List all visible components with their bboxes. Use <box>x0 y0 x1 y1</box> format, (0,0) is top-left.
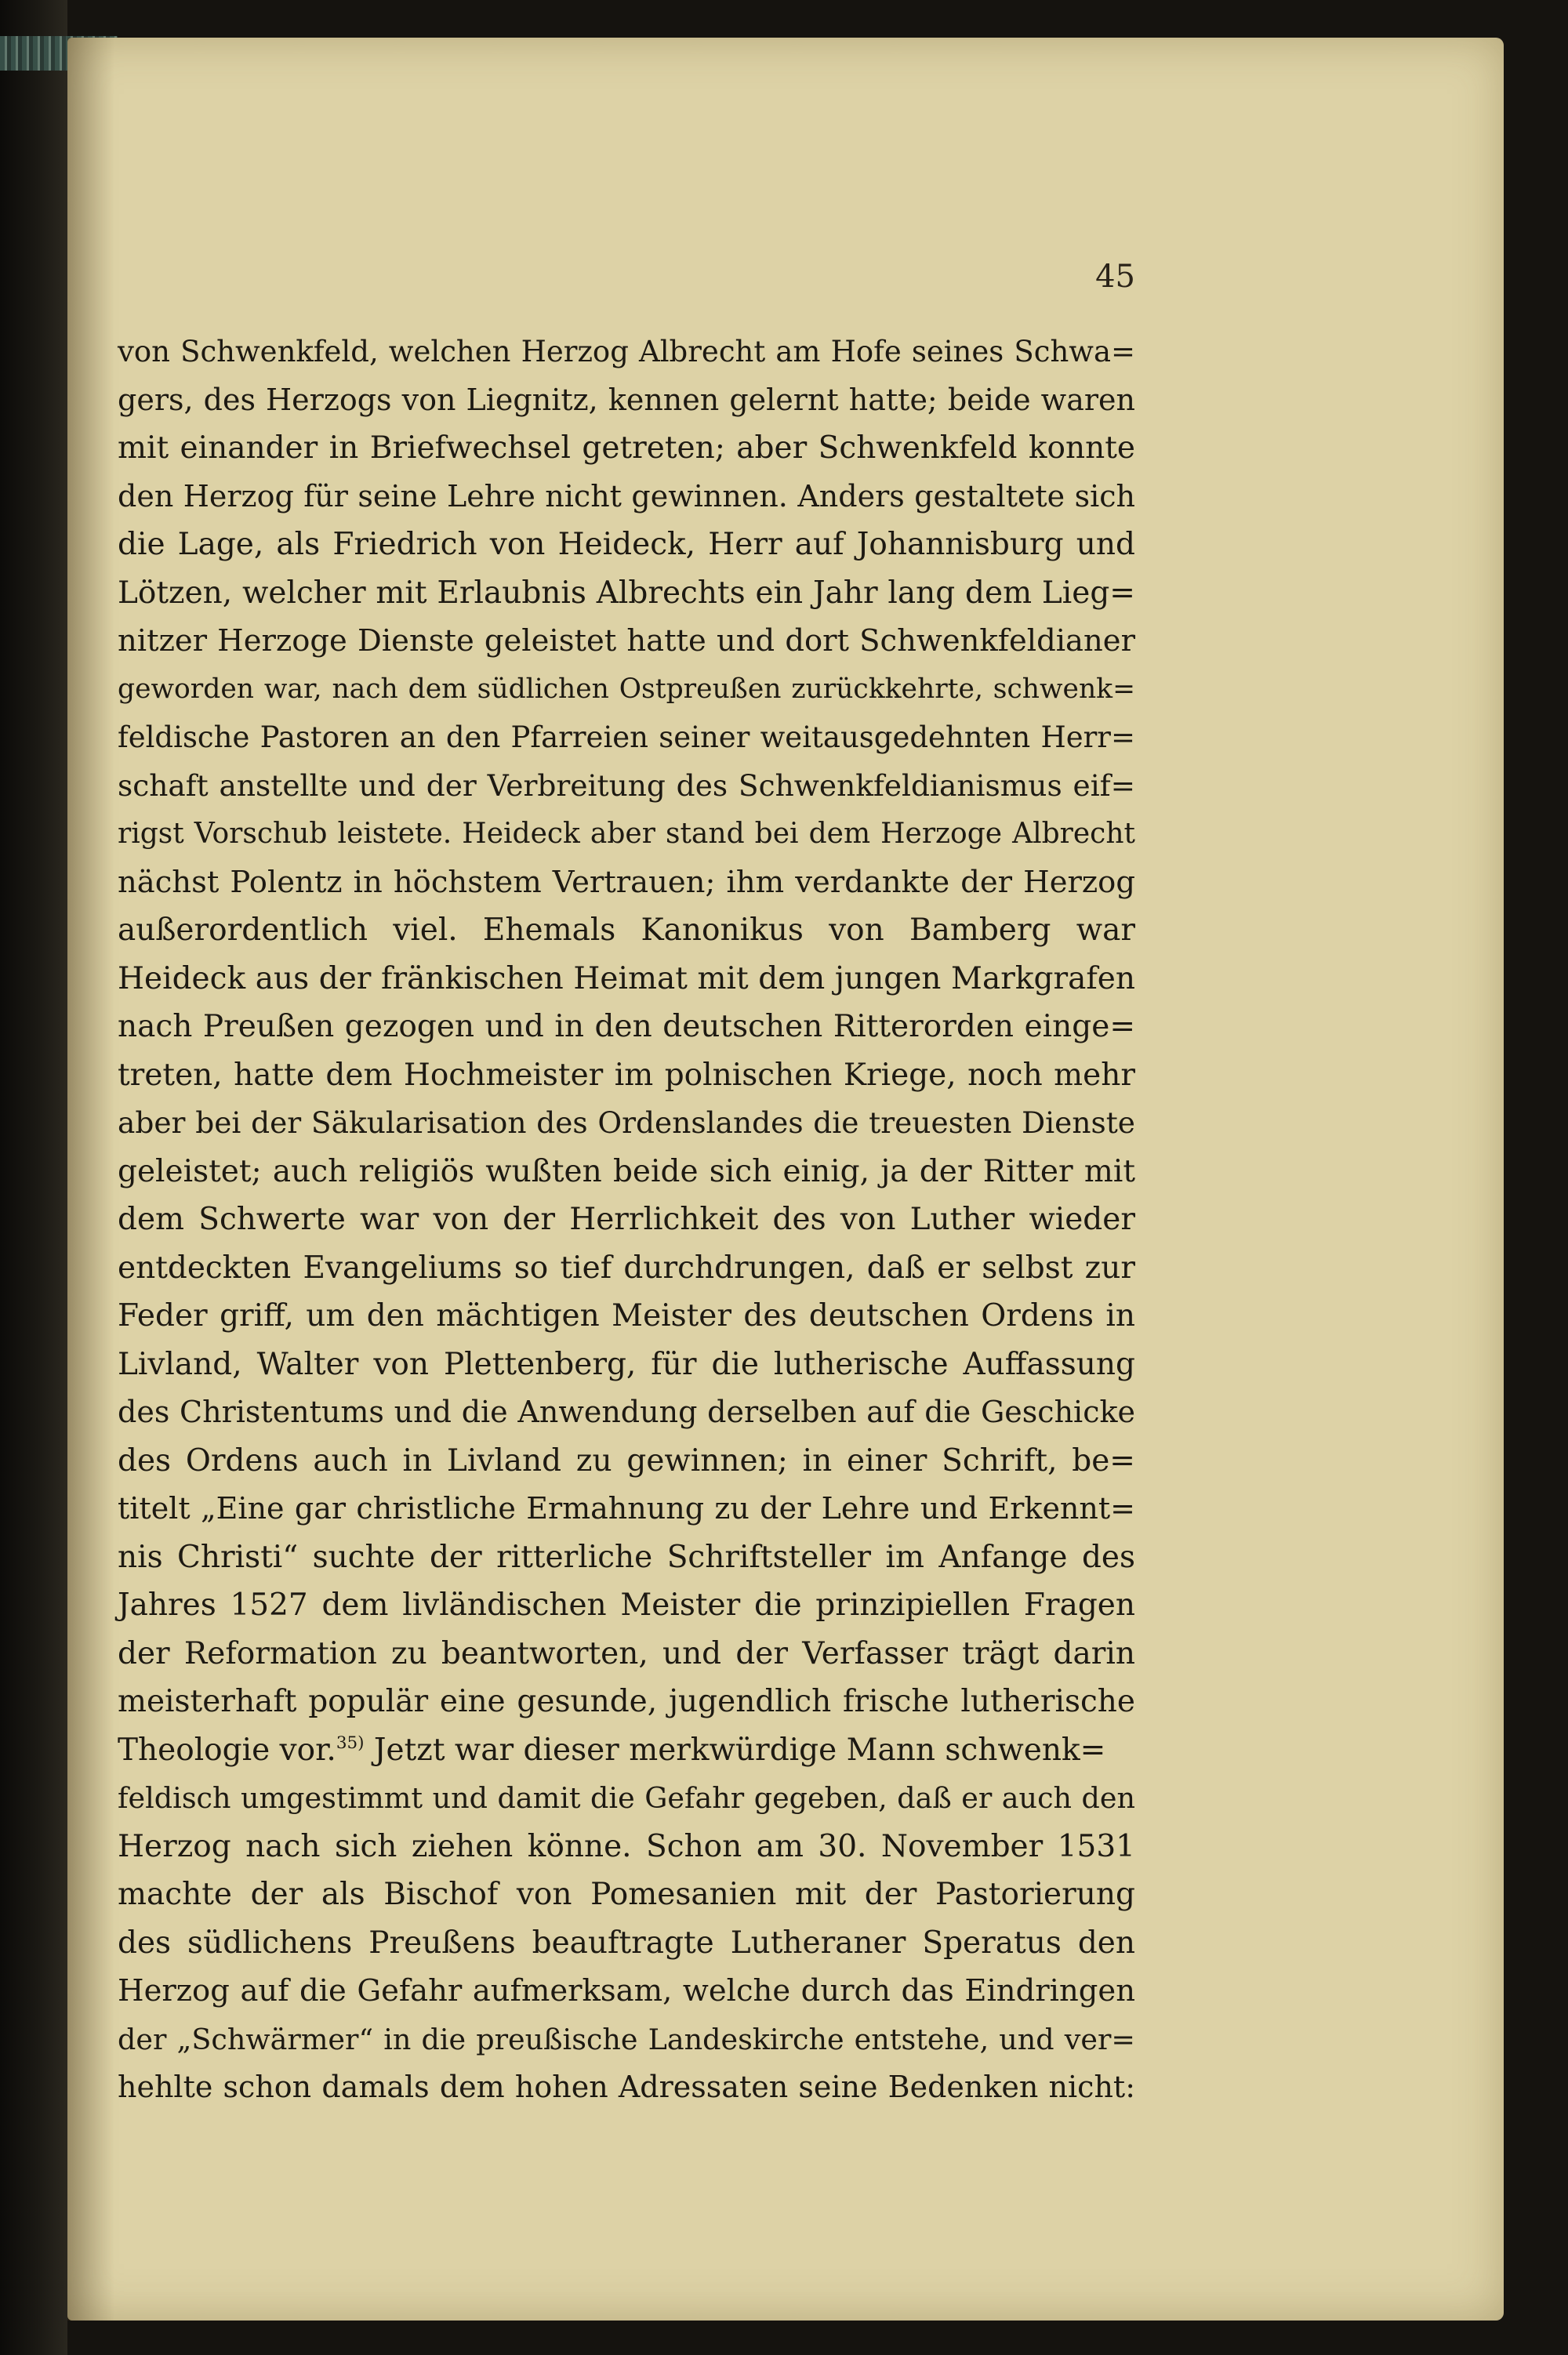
text-line: der „Schwärmer“ in die preußische Landeskirche entstehe, und ver= <box>118 2022 1135 2056</box>
text-line: Heideck aus der fränkischen Heimat mit dem jungen Markgrafen <box>118 960 1135 996</box>
text-line: geleistet; auch religiös wußten beide sich einig, ja der Ritter mit <box>118 1153 1135 1189</box>
text-line: der Reformation zu beantworten, und der Verfasser trägt darin <box>118 1635 1135 1671</box>
text-line: des südlichens Preußens beauftragte Lutheraner Speratus den <box>118 1925 1135 1961</box>
text-line: geworden war, nach dem südlichen Ostpreußen zurückkehrte, schwenk= <box>118 673 1135 705</box>
text-line: meisterhaft populär eine gesunde, jugendlich frische lutherische <box>118 1684 1135 1719</box>
text-line: des Ordens auch in Livland zu gewinnen; in einer Schrift, be= <box>118 1442 1135 1479</box>
text-line: die Lage, als Friedrich von Heideck, Herr auf Johannisburg und <box>118 527 1135 562</box>
text-line <box>118 1726 1135 1775</box>
text-line: Livland, Walter von Plettenberg, für die lutherische Auffassung <box>118 1346 1135 1382</box>
text-line: entdeckten Evangeliums so tief durchdrungen, daß er selbst zur <box>118 1250 1135 1286</box>
text-line: nächst Polentz in höchstem Vertrauen; ihm verdankte der Herzog <box>118 864 1135 900</box>
text-line: Herzog auf die Gefahr aufmerksam, welche durch das Eindringen <box>118 1973 1135 2008</box>
text-line: hehlte schon damals dem hohen Adressaten seine Bedenken nicht: <box>118 2070 1135 2104</box>
page-number: 45 <box>1095 259 1135 295</box>
text-line: mit einander in Briefwechsel getreten; aber Schwenkfeld konnte <box>118 430 1135 466</box>
text-line: Lötzen, welcher mit Erlaubnis Albrechts ein Jahr lang dem Lieg= <box>118 575 1135 611</box>
text-line: titelt „Eine gar christliche Ermahnung zu der Lehre und Erkennt= <box>118 1491 1135 1526</box>
text-line: machte der als Bischof von Pomesanien mit der Pastorierung <box>118 1877 1135 1912</box>
text-line: den Herzog für seine Lehre nicht gewinnen. Anders gestaltete sich <box>118 478 1135 513</box>
text-line: Herzog nach sich ziehen könne. Schon am 30. November 1531 <box>118 1828 1135 1864</box>
text-line: aber bei der Säkularisation des Ordenslandes die treuesten Dienste <box>118 1105 1135 1140</box>
text-line: rigst Vorschub leistete. Heideck aber stand bei dem Herzoge Albrecht <box>118 818 1135 850</box>
text-line: nis Christi“ suchte der ritterliche Schriftsteller im Anfange des <box>118 1539 1135 1575</box>
text-line: schaft anstellte und der Verbreitung des Schwenkfeldianismus eif= <box>118 767 1135 803</box>
text-line: Feder griff, um den mächtigen Meister des deutschen Ordens in <box>118 1298 1135 1334</box>
text-line: nitzer Herzoge Dienste geleistet hatte und dort Schwenkfeldianer <box>118 623 1135 659</box>
text-line: dem Schwerte war von der Herrlichkeit des von Luther wieder <box>118 1202 1135 1237</box>
text-line: treten, hatte dem Hochmeister im polnischen Kriege, noch mehr <box>118 1057 1135 1093</box>
text-line: des Christentums und die Anwendung derselben auf die Geschicke <box>118 1395 1135 1429</box>
text-line: außerordentlich viel. Ehemals Kanonikus von Bamberg war <box>118 913 1135 948</box>
text-line: gers, des Herzogs von Liegnitz, kennen gelernt hatte; beide waren <box>118 382 1135 417</box>
text-line: nach Preußen gezogen und in den deutschen Ritterorden einge= <box>118 1009 1135 1044</box>
page-gutter-shadow <box>67 38 114 2321</box>
body-text <box>118 328 1135 2112</box>
text-line: Jahres 1527 dem livländischen Meister die prinzipiellen Fragen <box>118 1588 1135 1623</box>
text-line: von Schwenkfeld, welchen Herzog Albrecht am Hofe seines Schwa= <box>118 335 1135 368</box>
text-line: feldische Pastoren an den Pfarreien seiner weitausgedehnten Herr= <box>118 720 1135 754</box>
book-edge <box>0 0 67 2355</box>
footnote-marker: 35) <box>336 1733 365 1753</box>
text-segment: Jetzt war dieser merkwürdige Mann schwenk= <box>364 1732 1106 1768</box>
text-line: feldisch umgestimmt und damit die Gefahr gegeben, daß er auch den <box>118 1781 1135 1815</box>
text-segment: Theologie vor. <box>118 1732 336 1768</box>
